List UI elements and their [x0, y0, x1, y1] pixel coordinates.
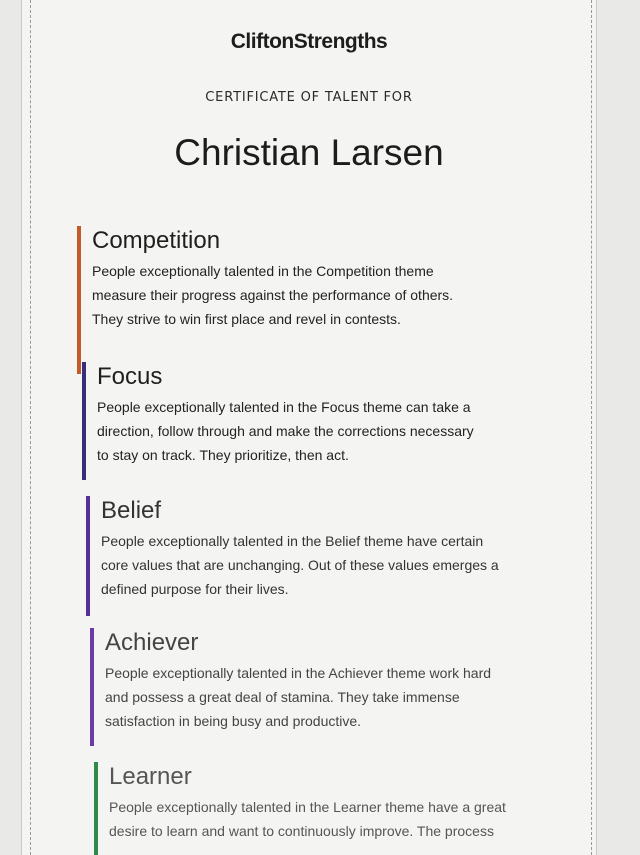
theme-description	[97, 395, 557, 467]
theme-description-line: People exceptionally talented in the Belief theme have certain	[101, 533, 484, 549]
theme-description-line: defined purpose for their lives.	[101, 581, 289, 597]
theme-description-line: and possess a great deal of stamina. They take immense	[105, 689, 460, 705]
theme-description-line: to stay on track. They prioritize, then act.	[97, 447, 349, 463]
theme-description-line: satisfaction in being busy and productive.	[105, 713, 362, 729]
theme-description-line: core values that are unchanging. Out of these values emerges a	[101, 557, 499, 573]
theme-title: Focus	[97, 363, 163, 390]
theme-learner	[94, 762, 569, 855]
theme-focus	[82, 362, 557, 480]
theme-title: Achiever	[105, 629, 199, 656]
theme-description-line: direction, follow through and make the corrections necessary	[97, 423, 474, 439]
theme-description	[101, 529, 561, 601]
certificate-label: CERTIFICATE OF TALENT FOR	[205, 90, 413, 105]
theme-belief	[86, 496, 561, 616]
brand-logo: CliftonStrengths	[230, 30, 388, 53]
theme-description-line: desire to learn and want to continuously improve. The process	[109, 823, 494, 839]
person-name: Christian Larsen	[174, 132, 444, 173]
theme-title: Learner	[109, 763, 192, 790]
theme-description-line: People exceptionally talented in the Focus theme can take a	[97, 399, 471, 415]
theme-description	[92, 259, 552, 331]
theme-description-line: They strive to win first place and revel in contests.	[92, 311, 401, 327]
theme-description-line: People exceptionally talented in the Achiever theme work hard	[105, 665, 492, 681]
theme-description	[105, 661, 565, 733]
theme-description-line: measure their progress against the performance of others.	[92, 287, 454, 303]
theme-title: Belief	[101, 497, 162, 524]
theme-title: Competition	[92, 227, 221, 254]
theme-achiever	[90, 628, 565, 746]
theme-description-line: People exceptionally talented in the Competition theme	[92, 263, 434, 279]
theme-description-line: People exceptionally talented in the Learner theme have a great	[109, 799, 506, 815]
theme-competition	[77, 226, 552, 374]
certificate-page	[22, 0, 596, 855]
theme-description	[109, 795, 569, 843]
